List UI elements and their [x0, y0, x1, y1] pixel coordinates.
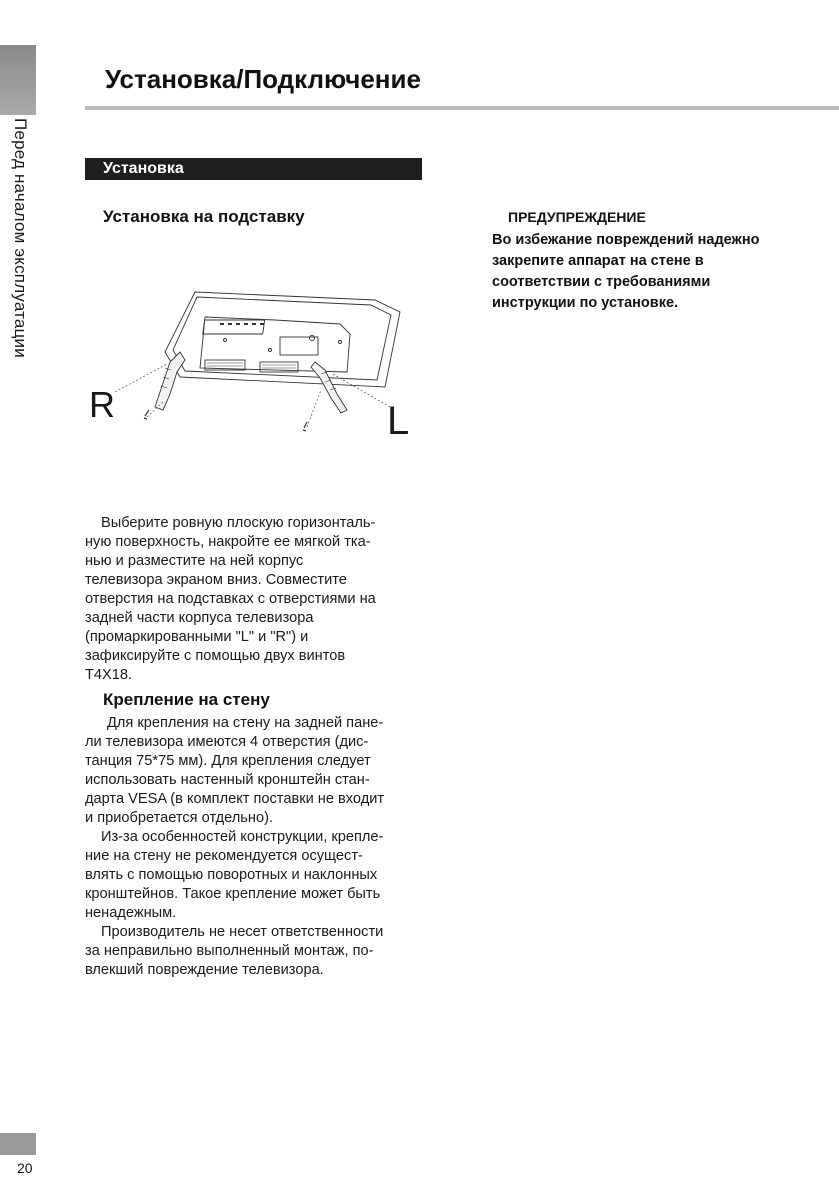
text-line: влять с помощью поворотных и наклонных [85, 867, 378, 883]
stand-label-l: L [387, 399, 410, 442]
side-chapter-label: Перед началом эксплуатации [11, 118, 30, 358]
warning-text [492, 230, 812, 314]
warning-line: Во избежание повреждений надежно [492, 232, 760, 248]
text-line: и приобретается отдельно). [85, 810, 273, 826]
text-line: отверстия на подставках с отверстиями на [85, 591, 376, 607]
warning-title: ПРЕДУПРЕЖДЕНИЕ [508, 209, 646, 225]
footer-tab-marker [0, 1133, 36, 1155]
page-title: Установка/Подключение [105, 64, 421, 94]
text-line: ли телевизора имеются 4 отверстия (дис- [85, 734, 369, 750]
text-line: задней части корпуса телевизора [85, 610, 314, 626]
text-line: ние на стену не рекомендуется осущест- [85, 848, 363, 864]
text-line: влекший повреждение телевизора. [85, 962, 324, 978]
text-line: ную поверхность, накройте ее мягкой тка- [85, 534, 371, 550]
text-line: танция 75*75 мм). Для крепления следует [85, 753, 371, 769]
stand-installation-illustration [85, 282, 425, 442]
stand-instructions [85, 514, 421, 685]
stand-install-heading: Установка на подставку [103, 207, 305, 226]
text-line: использовать настенный кронштейн стан- [85, 772, 370, 788]
wall-mount-heading: Крепление на стену [103, 690, 270, 709]
text-line: кронштейнов. Такое крепление может быть [85, 886, 381, 902]
text-line: зафиксируйте с помощью двух винтов [85, 648, 346, 664]
title-divider [85, 106, 839, 110]
page-number: 20 [17, 1160, 33, 1176]
text-line: Из-за особенностей конструкции, крепле- [101, 829, 384, 845]
wall-mount-instructions [85, 714, 421, 980]
side-tab-marker [0, 45, 36, 115]
text-line: за неправильно выполненный монтаж, по- [85, 943, 374, 959]
text-line: дарта VESA (в комплект поставки не входит [85, 791, 385, 807]
stand-label-r: R [89, 384, 115, 425]
text-line: T4X18. [85, 667, 133, 683]
section-header-bar: Установка [85, 158, 422, 180]
warning-line: соответствии с требованиями [492, 274, 711, 290]
text-line: Для крепления на стену на задней пане- [107, 715, 384, 731]
text-line: (промаркированными "L" и "R") и [85, 629, 309, 645]
text-line: Производитель не несет ответственности [101, 924, 384, 940]
text-line: нью и разместите на ней корпус [85, 553, 304, 569]
text-line: Выберите ровную плоскую горизонталь- [101, 515, 376, 531]
text-line: телевизора экраном вниз. Совместите [85, 572, 347, 588]
warning-line: инструкции по установке. [492, 295, 679, 311]
warning-line: закрепите аппарат на стене в [492, 253, 704, 269]
text-line: ненадежным. [85, 905, 177, 921]
